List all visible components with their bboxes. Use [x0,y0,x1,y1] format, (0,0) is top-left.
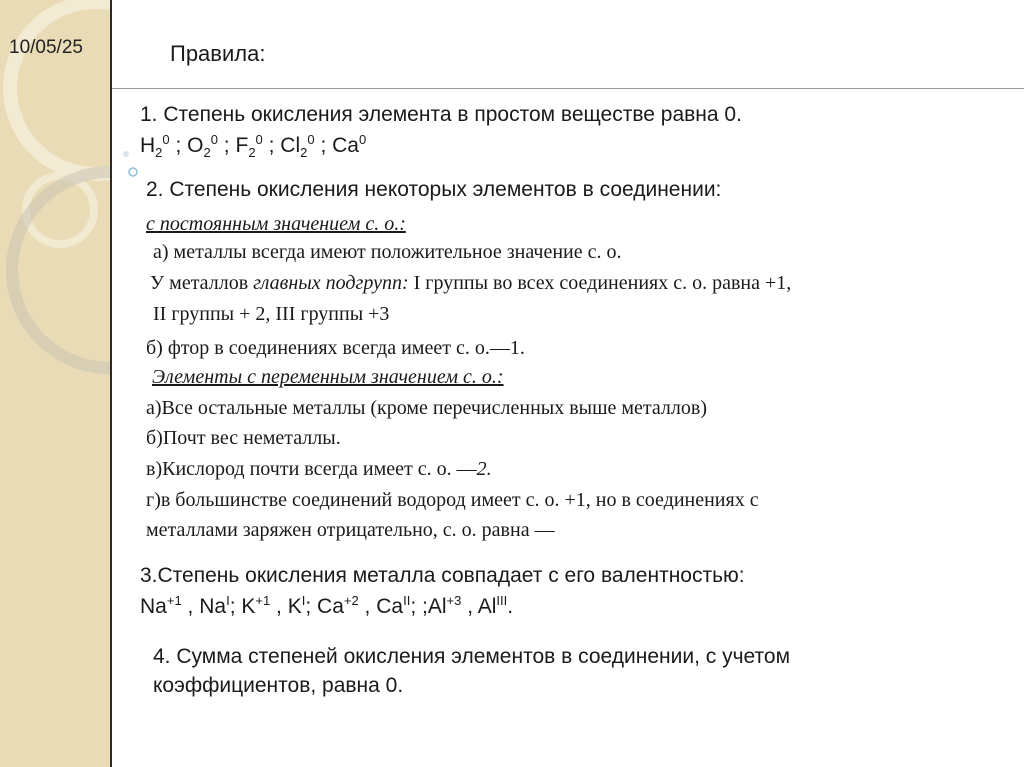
rule2-line-b: б) фтор в соединениях всегда имеет с. о.—1. [146,337,525,359]
variable-line-d2: металлами заряжен отрицательно, с. о. равна — [146,519,555,541]
slide-sidebar [0,0,110,767]
rule1-text: 1. Степень окисления элемента в простом веществе равна 0. [140,103,742,126]
variable-line-b: б)Почт вес неметаллы. [146,427,341,449]
formula-term: $Cl_2^0$ ; [280,132,333,161]
title-divider [112,88,1024,89]
formula-term: $F_2^0$ ; [235,132,281,161]
valence-term: $Al^{III}$. [477,593,514,618]
valence-term: $K^I$; [287,593,318,618]
rule1-formula [140,132,367,161]
slide-date: 10/05/25 [9,37,83,58]
variable-line-a: а)Все остальные металлы (кроме перечисленных выше металлов) [146,397,707,419]
formula-term: Ca$^0$ [332,132,367,157]
rule2-main-subgroups: У металлов главных подгрупп: I группы во всех соединениях с. о. равна +1, [150,272,792,294]
valence-term: $K^{+1}$ , [241,593,288,618]
variable-oxidation-heading: Элементы с переменным значением с. о.: [152,366,504,388]
decorative-rings [0,0,110,767]
variable-line-d: г)в большинстве соединений водород имеет с. о. +1, но в соединениях с [146,489,759,511]
rule3-heading: 3.Степень окисления металла совпадает с его валентностью: [140,564,745,587]
formula-term: $O_2^0$ ; [187,132,236,161]
variable-line-c: в)Кислород почти всегда имеет с. о. —2. [146,458,492,480]
rule2-groups: II группы + 2, III группы +3 [153,303,390,325]
rule4-line1: 4. Сумма степеней окисления элементов в соединении, с учетом [153,645,791,668]
sidebar-border [110,0,112,767]
valence-term: $Na^I$; [199,593,242,618]
rule2-line-a: а) металлы всегда имеют положительное значение с. о. [153,241,622,263]
valence-term: $Na^{+1}$ , [140,593,200,618]
slide-title: Правила: [170,41,266,66]
rule3-valence-list [140,595,513,619]
rule2-heading: 2. Степень окисления некоторых элементов в соединении: [146,178,722,201]
valence-term: $Ca^{+2}$ , [317,593,377,618]
valence-term: $Al^{+3}$ , [427,593,478,618]
rule4-line2: коэффициентов, равна 0. [153,674,404,697]
constant-oxidation-heading: с постоянным значением с. о.: [146,213,406,235]
formula-term: $H_2^0$ ; [140,132,188,161]
valence-term: $Ca^{II}$; ; [376,593,428,618]
